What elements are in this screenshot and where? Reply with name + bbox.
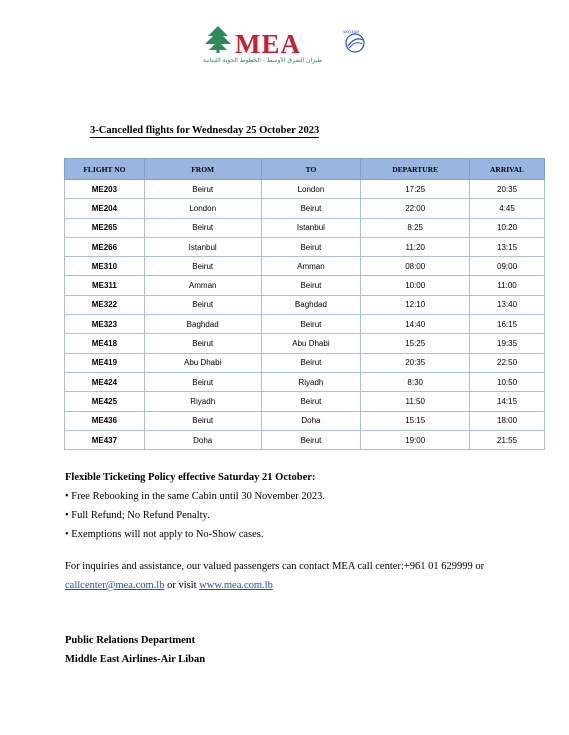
table-row bbox=[65, 218, 545, 237]
cell-flight-no: ME322 bbox=[65, 295, 145, 314]
cell-flight-no: ME203 bbox=[65, 180, 145, 199]
cell-departure: 10:00 bbox=[361, 276, 470, 295]
table-row bbox=[65, 295, 545, 314]
column-header-from: FROM bbox=[144, 159, 261, 180]
cell-to: Beirut bbox=[261, 237, 361, 256]
cell-flight-no: ME425 bbox=[65, 392, 145, 411]
table-row bbox=[65, 372, 545, 391]
company-name: Middle East Airlines-Air Liban bbox=[65, 654, 206, 665]
cell-from: Doha bbox=[144, 430, 261, 449]
skyteam-label: SKYTEAM bbox=[343, 30, 360, 34]
column-header-flight-no: FLIGHT NO bbox=[65, 159, 145, 180]
contact-paragraph bbox=[65, 557, 535, 595]
cell-to: Beirut bbox=[261, 392, 361, 411]
cell-arrival: 11:00 bbox=[470, 276, 545, 295]
cell-departure: 14:40 bbox=[361, 315, 470, 334]
cell-flight-no: ME323 bbox=[65, 315, 145, 334]
cell-arrival: 19:35 bbox=[470, 334, 545, 353]
table-row bbox=[65, 411, 545, 430]
ticketing-policy bbox=[65, 468, 325, 544]
cell-flight-no: ME437 bbox=[65, 430, 145, 449]
cell-arrival: 4:45 bbox=[470, 199, 545, 218]
cell-from: Riyadh bbox=[144, 392, 261, 411]
cell-flight-no: ME266 bbox=[65, 237, 145, 256]
cell-from: Beirut bbox=[144, 334, 261, 353]
cell-to: Riyadh bbox=[261, 372, 361, 391]
table-row bbox=[65, 392, 545, 411]
cell-departure: 20:35 bbox=[361, 353, 470, 372]
cell-departure: 8:25 bbox=[361, 218, 470, 237]
cell-departure: 12:10 bbox=[361, 295, 470, 314]
cell-from: Beirut bbox=[144, 372, 261, 391]
cell-from: Beirut bbox=[144, 180, 261, 199]
contact-text: For inquiries and assistance, our valued passengers can contact MEA call center:+961 01 629999 or bbox=[65, 561, 485, 572]
cell-departure: 08:00 bbox=[361, 257, 470, 276]
table-header-row bbox=[65, 159, 545, 180]
website-link[interactable]: www.mea.com.lb bbox=[199, 580, 273, 591]
cell-arrival: 09:00 bbox=[470, 257, 545, 276]
cell-arrival: 13:40 bbox=[470, 295, 545, 314]
cell-departure: 11:20 bbox=[361, 237, 470, 256]
cell-to: Amman bbox=[261, 257, 361, 276]
policy-item: • Exemptions will not apply to No-Show cases. bbox=[65, 529, 264, 540]
cell-to: Beirut bbox=[261, 430, 361, 449]
table-row bbox=[65, 257, 545, 276]
cell-departure: 15:15 bbox=[361, 411, 470, 430]
table-row bbox=[65, 353, 545, 372]
cell-arrival: 20:35 bbox=[470, 180, 545, 199]
email-link[interactable]: callcenter@mea.com.lb bbox=[65, 580, 165, 591]
cell-to: Beirut bbox=[261, 353, 361, 372]
cell-to: London bbox=[261, 180, 361, 199]
policy-item: • Full Refund; No Refund Penalty. bbox=[65, 510, 210, 521]
cell-flight-no: ME436 bbox=[65, 411, 145, 430]
cell-arrival: 14:15 bbox=[470, 392, 545, 411]
cedar-tree-icon bbox=[203, 24, 233, 54]
cell-flight-no: ME311 bbox=[65, 276, 145, 295]
column-header-departure: DEPARTURE bbox=[361, 159, 470, 180]
contact-text-visit: or visit bbox=[164, 580, 200, 591]
table-row bbox=[65, 237, 545, 256]
cell-from: Beirut bbox=[144, 218, 261, 237]
cell-flight-no: ME204 bbox=[65, 199, 145, 218]
policy-title: Flexible Ticketing Policy effective Saturday 21 October: bbox=[65, 472, 316, 483]
cell-flight-no: ME310 bbox=[65, 257, 145, 276]
cell-arrival: 18:00 bbox=[470, 411, 545, 430]
cell-arrival: 13:15 bbox=[470, 237, 545, 256]
cell-arrival: 22:50 bbox=[470, 353, 545, 372]
logo-arabic-tagline: طيران الشرق الأوسط - الخطوط الجوية اللبنانية bbox=[203, 57, 323, 64]
cell-from: Abu Dhabi bbox=[144, 353, 261, 372]
cell-to: Istanbul bbox=[261, 218, 361, 237]
cell-flight-no: ME419 bbox=[65, 353, 145, 372]
cell-departure: 17:25 bbox=[361, 180, 470, 199]
cell-from: Beirut bbox=[144, 411, 261, 430]
cell-from: Istanbul bbox=[144, 237, 261, 256]
cell-arrival: 21:55 bbox=[470, 430, 545, 449]
cell-from: London bbox=[144, 199, 261, 218]
table-row bbox=[65, 315, 545, 334]
cell-departure: 8:30 bbox=[361, 372, 470, 391]
cell-flight-no: ME418 bbox=[65, 334, 145, 353]
table-row bbox=[65, 334, 545, 353]
table-row bbox=[65, 199, 545, 218]
cell-flight-no: ME265 bbox=[65, 218, 145, 237]
cell-departure: 15:25 bbox=[361, 334, 470, 353]
cell-arrival: 10:50 bbox=[470, 372, 545, 391]
table-row bbox=[65, 180, 545, 199]
policy-item: • Free Rebooking in the same Cabin until 30 November 2023. bbox=[65, 491, 326, 502]
cell-flight-no: ME424 bbox=[65, 372, 145, 391]
cell-to: Doha bbox=[261, 411, 361, 430]
mea-logo bbox=[203, 24, 371, 70]
skyteam-icon bbox=[341, 28, 369, 56]
cell-to: Beirut bbox=[261, 199, 361, 218]
page-title: 3-Cancelled flights for Wednesday 25 October 2023 bbox=[90, 125, 320, 136]
cell-departure: 19:00 bbox=[361, 430, 470, 449]
cell-from: Amman bbox=[144, 276, 261, 295]
cell-to: Beirut bbox=[261, 276, 361, 295]
table-row bbox=[65, 430, 545, 449]
cell-from: Beirut bbox=[144, 295, 261, 314]
cancelled-flights-table bbox=[64, 158, 545, 450]
department-name: Public Relations Department bbox=[65, 635, 196, 646]
column-header-arrival: ARRIVAL bbox=[470, 159, 545, 180]
table-row bbox=[65, 276, 545, 295]
cell-departure: 22:00 bbox=[361, 199, 470, 218]
cell-to: Abu Dhabi bbox=[261, 334, 361, 353]
logo-wordmark: MEA bbox=[235, 29, 301, 59]
cell-from: Beirut bbox=[144, 257, 261, 276]
cell-from: Baghdad bbox=[144, 315, 261, 334]
cell-arrival: 10:20 bbox=[470, 218, 545, 237]
column-header-to: TO bbox=[261, 159, 361, 180]
cell-departure: 11:50 bbox=[361, 392, 470, 411]
cell-to: Baghdad bbox=[261, 295, 361, 314]
cell-to: Beirut bbox=[261, 315, 361, 334]
cell-arrival: 16:15 bbox=[470, 315, 545, 334]
signature-block bbox=[65, 631, 205, 669]
